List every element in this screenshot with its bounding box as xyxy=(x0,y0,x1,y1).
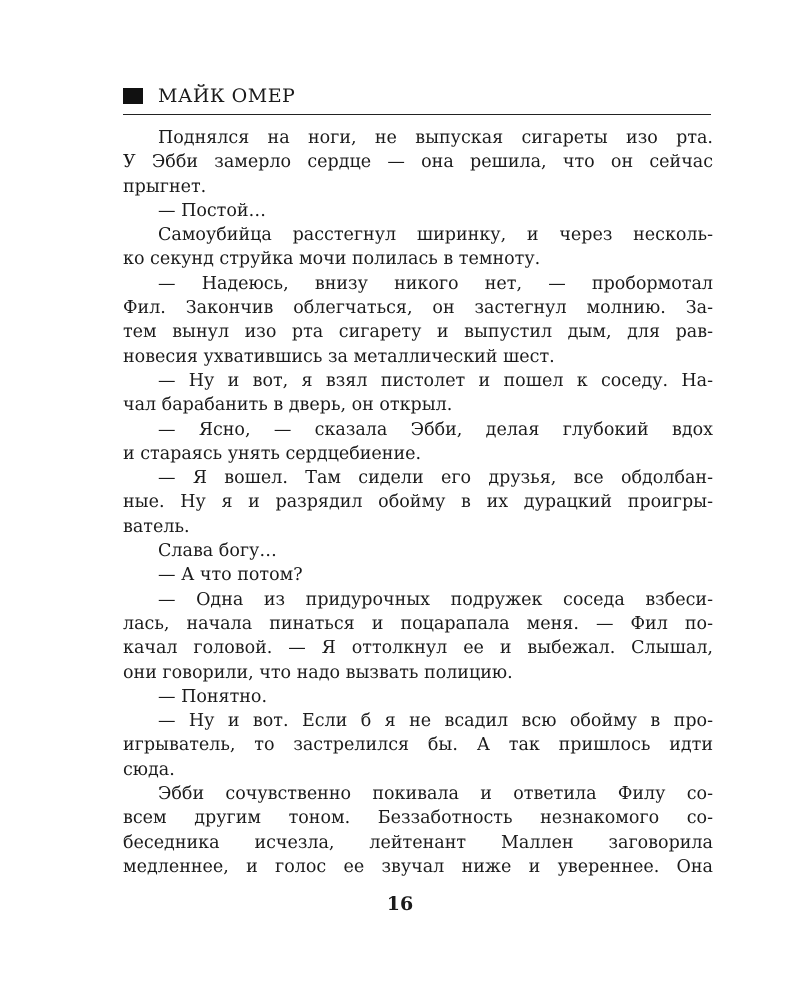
text-line: Эбби сочувственно покивала и ответила Филу со- xyxy=(158,784,713,805)
text-line: игрыватель, то застрелился бы. А так пришлось идти xyxy=(123,735,713,756)
running-header xyxy=(123,84,711,115)
text-line: — Ясно, — сказала Эбби, делая глубокий вдох xyxy=(158,419,713,440)
text-line: тем вынул изо рта сигарету и выпустил дым, для рав- xyxy=(123,322,713,343)
text-line: — Надеюсь, внизу никого нет, — пробормотал xyxy=(158,273,713,294)
text-line: — Постой… xyxy=(158,200,267,221)
text-line: — Одна из придурочных подружек соседа взбеси- xyxy=(158,589,713,610)
text-line: — Я вошел. Там сидели его друзья, все обдолбан- xyxy=(158,468,713,489)
text-line: сюда. xyxy=(123,759,175,780)
text-line: Фил. Закончив облегчаться, он застегнул молнию. За- xyxy=(123,298,713,319)
text-line: чал барабанить в дверь, он открыл. xyxy=(123,395,453,416)
text-line: и стараясь унять сердцебиение. xyxy=(123,443,422,464)
header-author-name: МАЙК ОМЕР xyxy=(158,85,296,107)
text-line: У Эбби замерло сердце — она решила, что он сейчас xyxy=(123,152,713,173)
text-line: — Ну и вот. Если б я не всадил всю обойму в про- xyxy=(158,711,713,732)
text-line: ные. Ну я и разрядил обойму в их дурацкий проигры- xyxy=(123,492,713,513)
text-line: Слава богу… xyxy=(158,541,277,562)
header-square-icon xyxy=(123,88,143,104)
text-line: ко секунд струйка мочи полилась в темноту. xyxy=(123,249,541,270)
text-line: — А что потом? xyxy=(158,565,303,586)
body-text xyxy=(123,126,713,879)
text-line: новесия ухватившись за металлический шест. xyxy=(123,346,555,367)
text-line: качал головой. — Я оттолкнул ее и выбежал. Слышал, xyxy=(123,638,713,659)
text-line: всем другим тоном. Беззаботность незнакомого со- xyxy=(123,808,713,829)
text-line: прыгнет. xyxy=(123,176,207,197)
text-line: медленнее, и голос ее звучал ниже и увереннее. Она xyxy=(123,856,713,877)
text-line: ватель. xyxy=(123,516,190,537)
text-line: лась, начала пинаться и поцарапала меня. — Фил по- xyxy=(123,613,713,634)
page-number: 16 xyxy=(386,893,414,915)
text-line: Поднялся на ноги, не выпуская сигареты изо рта. xyxy=(158,128,713,148)
text-line: беседника исчезла, лейтенант Маллен заговорила xyxy=(123,832,713,853)
text-line: — Понятно. xyxy=(158,686,268,707)
text-line: они говорили, что надо вызвать полицию. xyxy=(123,662,513,683)
text-line: Самоубийца расстегнул ширинку, и через несколь- xyxy=(158,225,713,246)
text-line: — Ну и вот, я взял пистолет и пошел к соседу. На- xyxy=(158,370,713,391)
